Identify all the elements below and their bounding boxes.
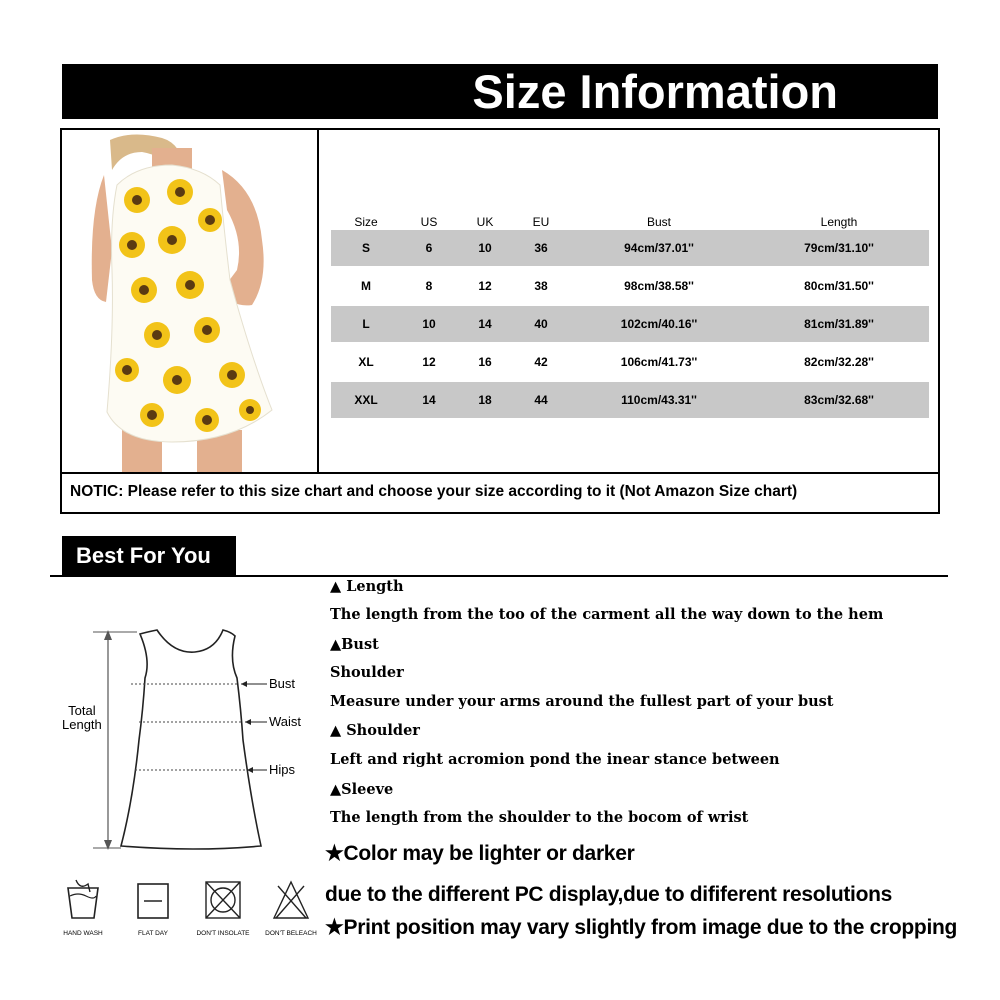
cell-length: 83cm/32.68'' xyxy=(804,393,874,407)
header-length: Length xyxy=(820,215,858,229)
cell-us: 6 xyxy=(425,241,433,255)
do-not-insulate-icon xyxy=(188,876,258,926)
cell-length: 80cm/31.50'' xyxy=(804,279,874,293)
print-note: ★Print position may vary slightly from image due to the cropping xyxy=(325,916,958,939)
dress-outline-icon xyxy=(55,620,325,860)
display-note: due to the different PC display,due to dififerent resolutions xyxy=(325,883,893,906)
header-us: US xyxy=(420,215,438,229)
cell-size: XL xyxy=(358,355,374,369)
cell-us: 10 xyxy=(422,317,436,331)
bust-label: Bust xyxy=(269,676,296,691)
cell-eu: 40 xyxy=(534,317,548,331)
cell-us: 8 xyxy=(425,279,433,293)
header-size: Size xyxy=(354,215,378,229)
sleeve-description: The length from the shoulder to the bocom of wrist xyxy=(330,809,749,826)
do-not-bleach-icon xyxy=(256,876,326,926)
sunflower-dress-image xyxy=(62,130,317,472)
do-not-insulate-label: DON'T INSOLATE xyxy=(196,930,250,937)
cell-bust: 106cm/41.73'' xyxy=(620,355,698,369)
cell-uk: 14 xyxy=(478,317,492,331)
cell-eu: 42 xyxy=(534,355,548,369)
title-banner xyxy=(62,64,938,119)
table-row xyxy=(331,268,929,304)
waist-label: Waist xyxy=(269,714,302,729)
best-for-you-title: Best For You xyxy=(76,543,211,568)
cell-bust: 98cm/38.58'' xyxy=(624,279,694,293)
cell-bust: 110cm/43.31'' xyxy=(621,393,697,407)
measurement-diagram xyxy=(55,620,325,860)
table-row xyxy=(331,382,929,418)
flat-dry-icon xyxy=(118,876,188,926)
color-note: ★Color may be lighter or darker xyxy=(325,842,635,865)
product-photo xyxy=(62,130,319,472)
hips-label: Hips xyxy=(269,762,296,777)
cell-size: S xyxy=(361,241,370,255)
cell-bust: 102cm/40.16'' xyxy=(620,317,698,331)
sleeve-heading: ▲Sleeve xyxy=(330,781,394,798)
cell-size: M xyxy=(361,279,371,293)
cell-length: 81cm/31.89'' xyxy=(804,317,874,331)
cell-us: 14 xyxy=(422,393,436,407)
bust-heading: ▲Bust xyxy=(330,636,379,653)
care-flat-dry xyxy=(118,876,188,946)
header-bust: Bust xyxy=(646,215,671,229)
hand-wash-icon xyxy=(48,876,118,926)
table-row xyxy=(331,306,929,342)
hand-wash-label: HAND WASH xyxy=(63,930,103,937)
length-description: The length from the too of the carment all the way down to the hem xyxy=(330,606,884,623)
cell-size: L xyxy=(362,317,370,331)
cell-uk: 18 xyxy=(478,393,492,407)
shoulder-heading: ▲ Shoulder xyxy=(330,722,420,739)
total-length-label: Total Length xyxy=(62,703,102,732)
header-eu: EU xyxy=(532,215,550,229)
cell-eu: 38 xyxy=(534,279,548,293)
cell-size: XXL xyxy=(354,393,378,407)
cell-us: 12 xyxy=(422,355,436,369)
do-not-bleach-label: DON'T BELEACH xyxy=(265,930,317,937)
table-row xyxy=(331,230,929,266)
notice-bar xyxy=(62,472,938,512)
cell-bust: 94cm/37.01'' xyxy=(624,241,694,255)
cell-eu: 36 xyxy=(534,241,548,255)
size-chart-box xyxy=(60,128,940,514)
header-uk: UK xyxy=(476,215,494,229)
cell-uk: 16 xyxy=(478,355,492,369)
cell-length: 82cm/32.28'' xyxy=(804,355,874,369)
care-hand-wash xyxy=(48,876,118,946)
bust-description: Measure under your arms around the fullest part of your bust xyxy=(330,693,834,710)
shoulder-label: Shoulder xyxy=(330,664,404,681)
care-do-not-insulate xyxy=(188,876,258,946)
cell-length: 79cm/31.10'' xyxy=(804,241,874,255)
best-for-you-tab xyxy=(62,536,236,576)
section-divider xyxy=(50,575,948,577)
flat-dry-label: FLAT DAY xyxy=(138,930,168,937)
size-table-panel xyxy=(319,130,938,472)
care-do-not-bleach xyxy=(256,876,326,946)
cell-eu: 44 xyxy=(534,393,548,407)
notice-text: NOTIC: Please refer to this size chart and choose your size according to it (Not Amazon Size chart) xyxy=(70,483,798,500)
cell-uk: 10 xyxy=(478,241,492,255)
shoulder-description: Left and right acromion pond the inear stance between xyxy=(330,751,780,768)
length-heading: ▲ Length xyxy=(330,578,404,595)
cell-uk: 12 xyxy=(478,279,492,293)
page-title: Size Information xyxy=(472,65,838,118)
table-row xyxy=(331,344,929,380)
